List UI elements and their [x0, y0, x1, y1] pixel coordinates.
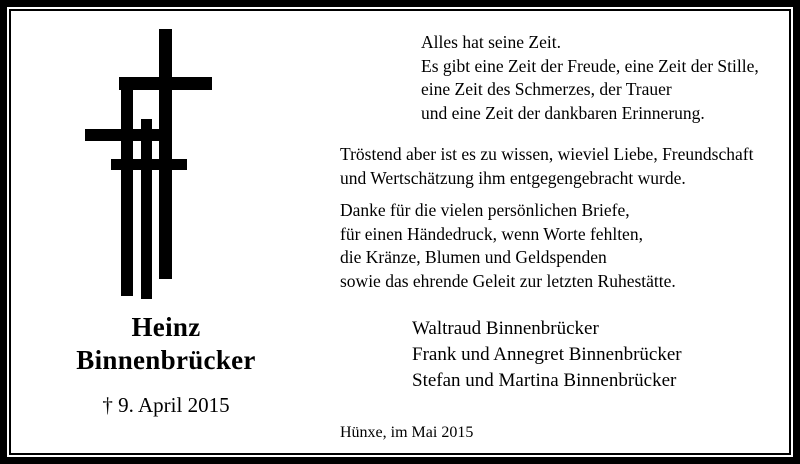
verse-line-4: und eine Zeit der dankbaren Erinnerung. — [421, 102, 705, 123]
notice-content — [11, 11, 789, 453]
thanks-1-line-2: und Wertschätzung ihm entgegengebracht wurde. — [340, 167, 686, 188]
family-name-2: Frank und Annegret Binnenbrücker — [412, 344, 682, 365]
left-column — [11, 11, 321, 453]
deceased-last-name: Binnenbrücker — [76, 345, 256, 375]
verse-line-2: Es gibt eine Zeit der Freude, eine Zeit der Stille, — [421, 55, 759, 76]
thanks-1-line-1: Tröstend aber ist es zu wissen, wieviel Liebe, Freundschaft — [340, 144, 754, 164]
deceased-name-block — [11, 311, 321, 418]
verse-block — [421, 31, 791, 125]
thanks-2-line-3: die Kränze, Blumen und Geldspenden — [340, 247, 607, 267]
family-names-block — [412, 316, 800, 394]
deceased-first-name: Heinz — [131, 312, 201, 342]
death-date: † 9. April 2015 — [102, 393, 230, 417]
thanks-paragraph-1 — [340, 143, 790, 190]
cross-icon — [81, 29, 251, 299]
cross-illustration — [11, 29, 321, 309]
thanks-paragraph-2 — [340, 199, 790, 293]
verse-line-3: eine Zeit des Schmerzes, der Trauer — [421, 79, 672, 99]
family-name-3: Stefan und Martina Binnenbrücker — [412, 370, 677, 391]
thanks-2-line-2: für einen Händedruck, wenn Worte fehlten, — [340, 223, 643, 244]
verse-line-1: Alles hat seine Zeit. — [421, 32, 561, 52]
right-column — [329, 11, 789, 453]
thanks-2-line-1: Danke für die vielen persönlichen Briefe, — [340, 200, 630, 220]
place-date-block — [340, 423, 740, 443]
place-date: Hünxe, im Mai 2015 — [340, 424, 474, 441]
thanks-2-line-4: sowie das ehrende Geleit zur letzten Ruhestätte. — [340, 270, 676, 291]
family-name-1: Waltraud Binnenbrücker — [412, 318, 599, 339]
